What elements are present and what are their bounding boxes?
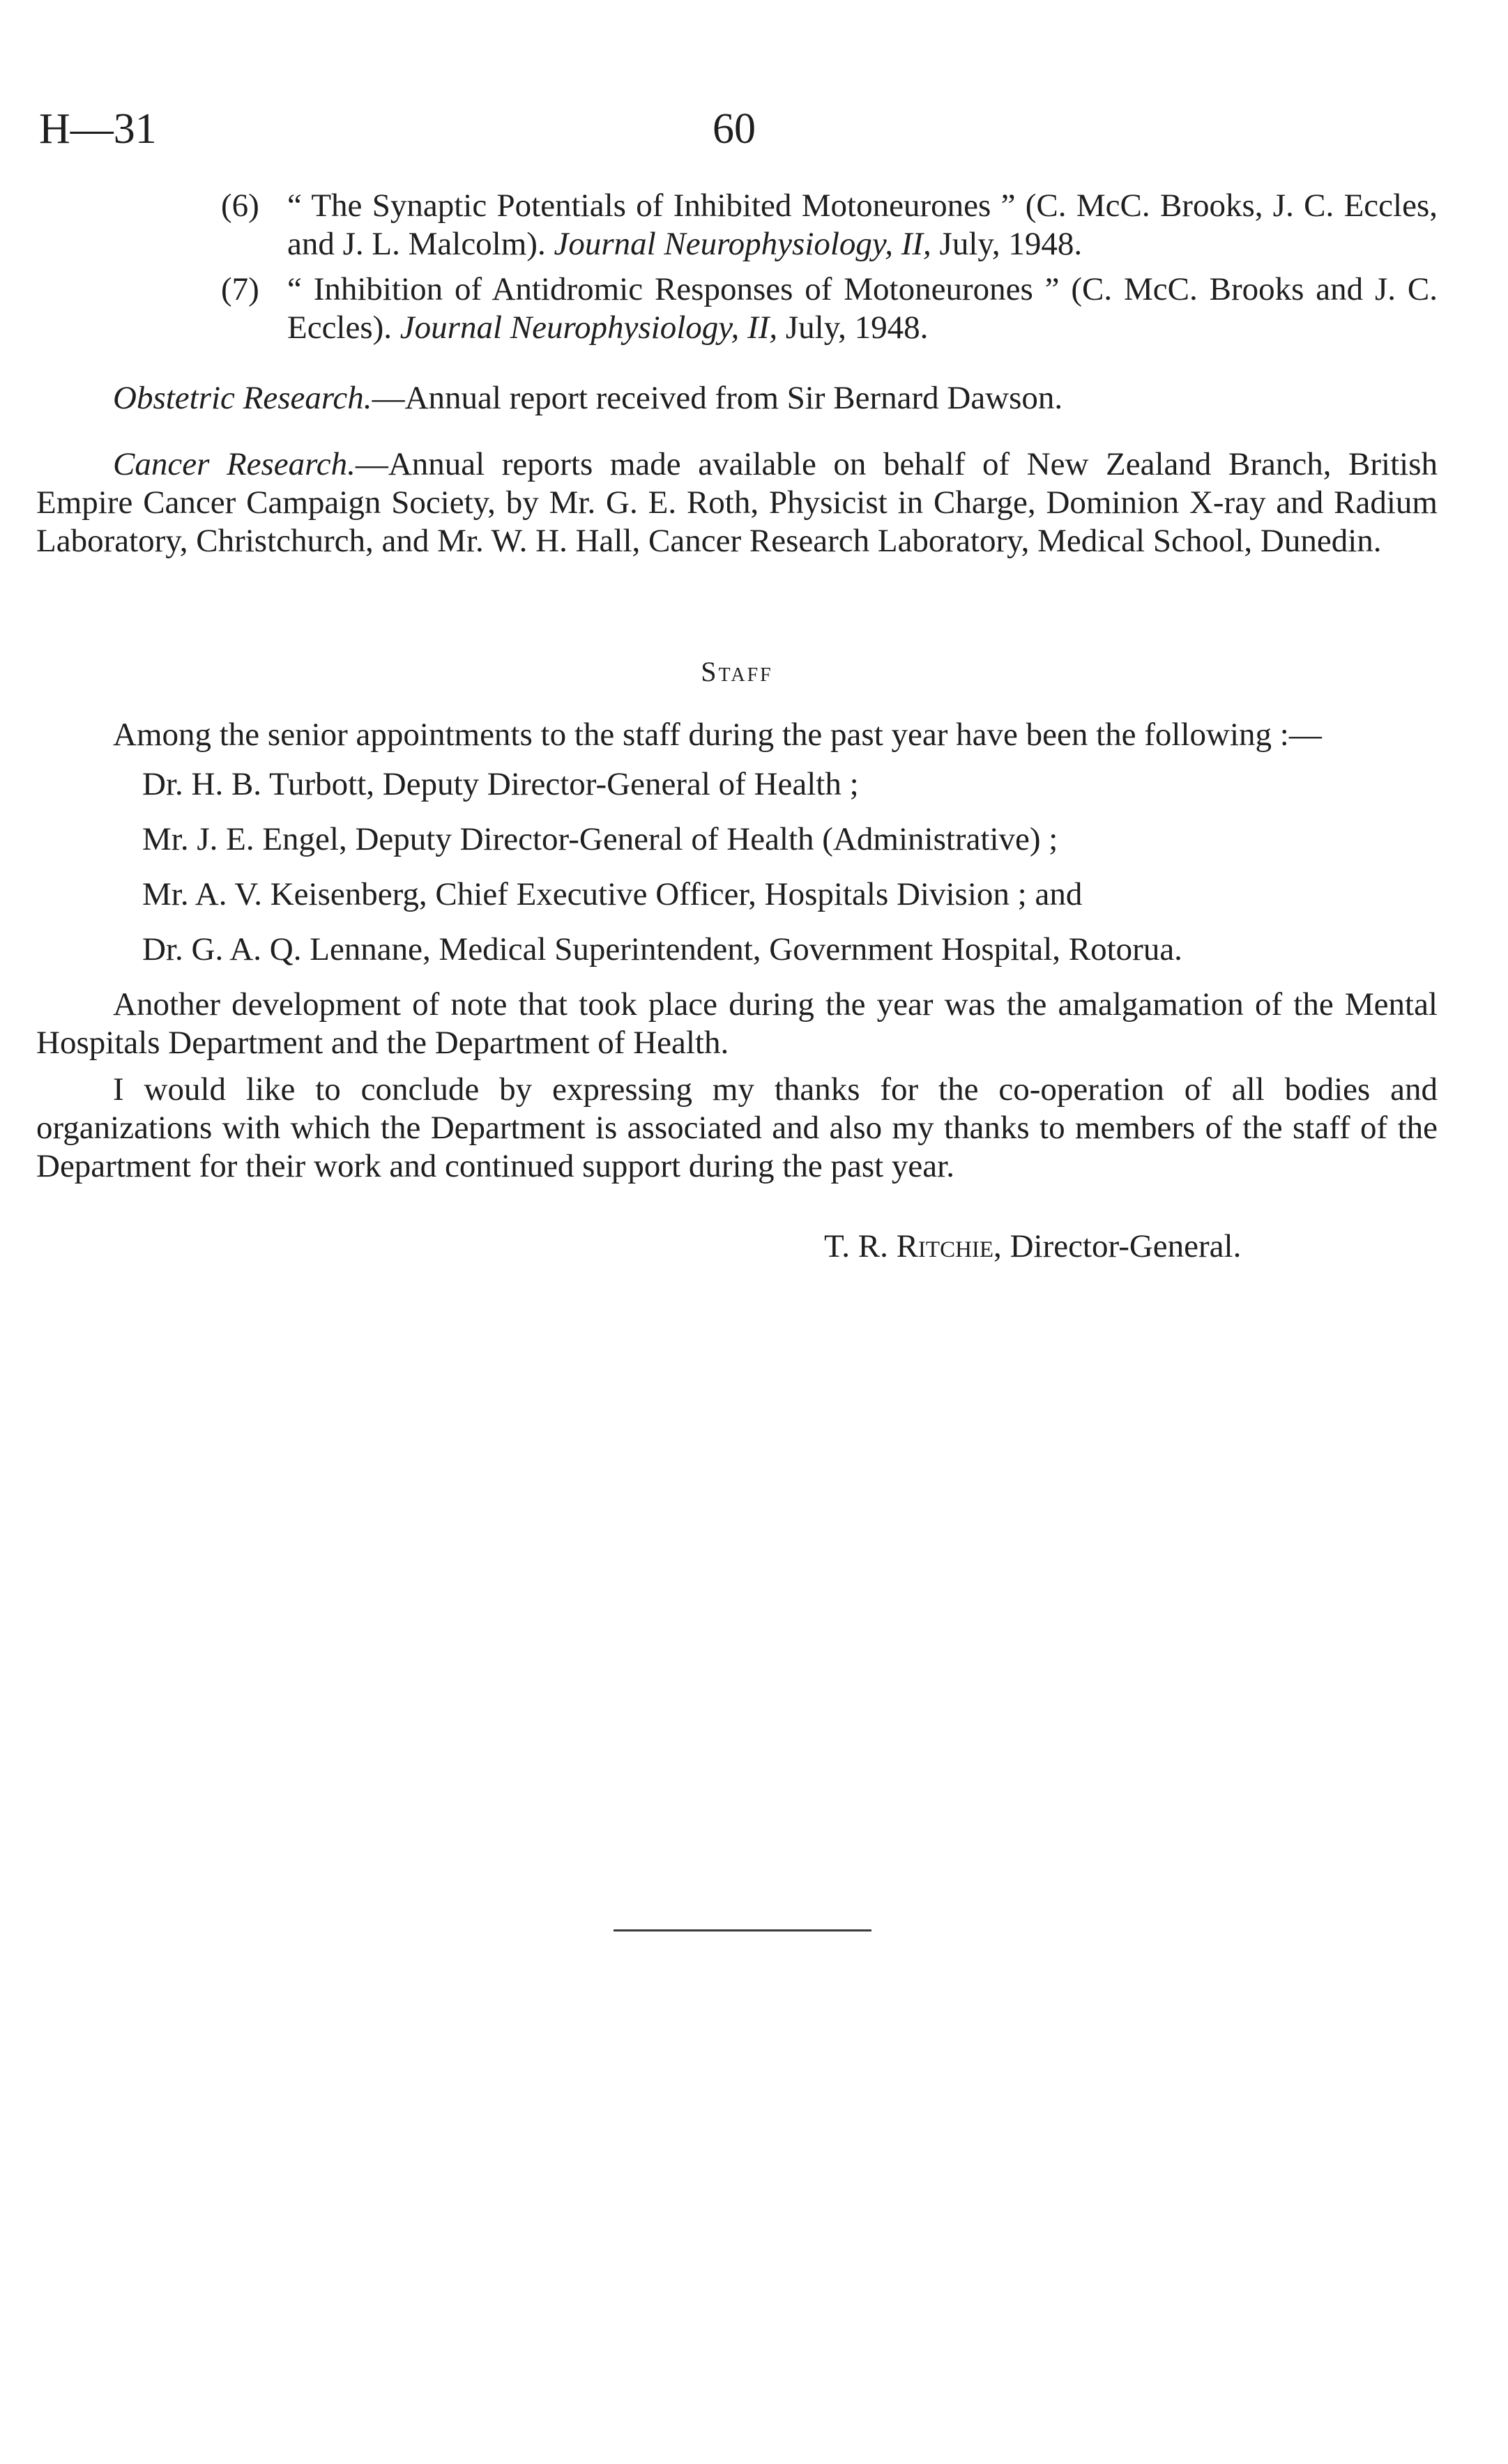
reference-number: (7) <box>221 271 259 307</box>
thanks-paragraph: I would like to conclude by expressing my thanks for the co-operation of all bodies and organizations with which the Department is associated and also my thanks to members of the staff of the Department for their work and continued support during the past year. <box>36 1071 1438 1184</box>
reference-volume: II, <box>901 226 931 262</box>
appointment-item: Dr. G. A. Q. Lennane, Medical Superintendent, Government Hospital, Rotorua. <box>142 931 1182 967</box>
appointment-item: Mr. A. V. Keisenberg, Chief Executive Officer, Hospitals Division ; and <box>142 876 1083 912</box>
reference-number: (6) <box>221 188 259 224</box>
reference-title: “ Inhibition of Antidromic Responses of Motoneurones ” <box>287 271 1060 307</box>
reference-journal: Journal Neurophysiology, <box>554 226 893 262</box>
closing-rule <box>614 1929 871 1931</box>
reference-item <box>36 270 1438 347</box>
reference-title: “ The Synaptic Potentials of Inhibited Motoneurones ” <box>287 188 1016 224</box>
reference-journal: Journal Neurophysiology, <box>399 309 740 346</box>
obstetric-research-paragraph <box>36 379 1438 418</box>
reference-volume: II, <box>747 309 778 346</box>
appointment-item: Dr. H. B. Turbott, Deputy Director-General of Health ; <box>142 766 859 802</box>
staff-intro: Among the senior appointments to the staff during the past year have been the following :— <box>113 717 1322 753</box>
report-code: H—31 <box>39 105 157 153</box>
signature-title: Director-General. <box>1010 1228 1242 1264</box>
document-body <box>36 187 1438 1266</box>
signature-name: T. R. Ritchie, <box>824 1228 1002 1264</box>
cancer-research-text: —Annual reports made available on behalf of New Zealand Branch, British Empire Cancer Campaign Society, by Mr. G. E. Roth, Physicist in Charge, Dominion X-ray and Radium Laboratory, Christchurch, and Mr. W. H. Hall, Cancer Research Laboratory, Medical School, Dunedin. <box>36 446 1438 559</box>
reference-authors: (C. McC. Brooks, J. C. Eccles, and J. L. Malcolm). <box>287 188 1438 262</box>
signature <box>36 1227 1438 1266</box>
cancer-research-paragraph <box>36 445 1438 560</box>
reference-item <box>36 187 1438 263</box>
cancer-research-label: Cancer Research. <box>113 446 356 482</box>
obstetric-research-label: Obstetric Research. <box>113 380 372 416</box>
amalgamation-paragraph: Another development of note that took place during the year was the amalgamation of the Mental Hospitals Department and the Department of Health. <box>36 986 1438 1061</box>
staff-heading: Staff <box>701 656 773 687</box>
reference-date: July, 1948. <box>939 226 1083 262</box>
reference-date: July, 1948. <box>785 309 929 346</box>
reference-authors: (C. McC. Brooks and J. C. Eccles). <box>287 271 1438 346</box>
page-number: 60 <box>713 105 756 153</box>
appointment-item: Mr. J. E. Engel, Deputy Director-General of Health (Administrative) ; <box>142 821 1058 857</box>
appointments-list <box>36 765 1438 969</box>
obstetric-research-text: —Annual report received from Sir Bernard Dawson. <box>372 380 1063 416</box>
